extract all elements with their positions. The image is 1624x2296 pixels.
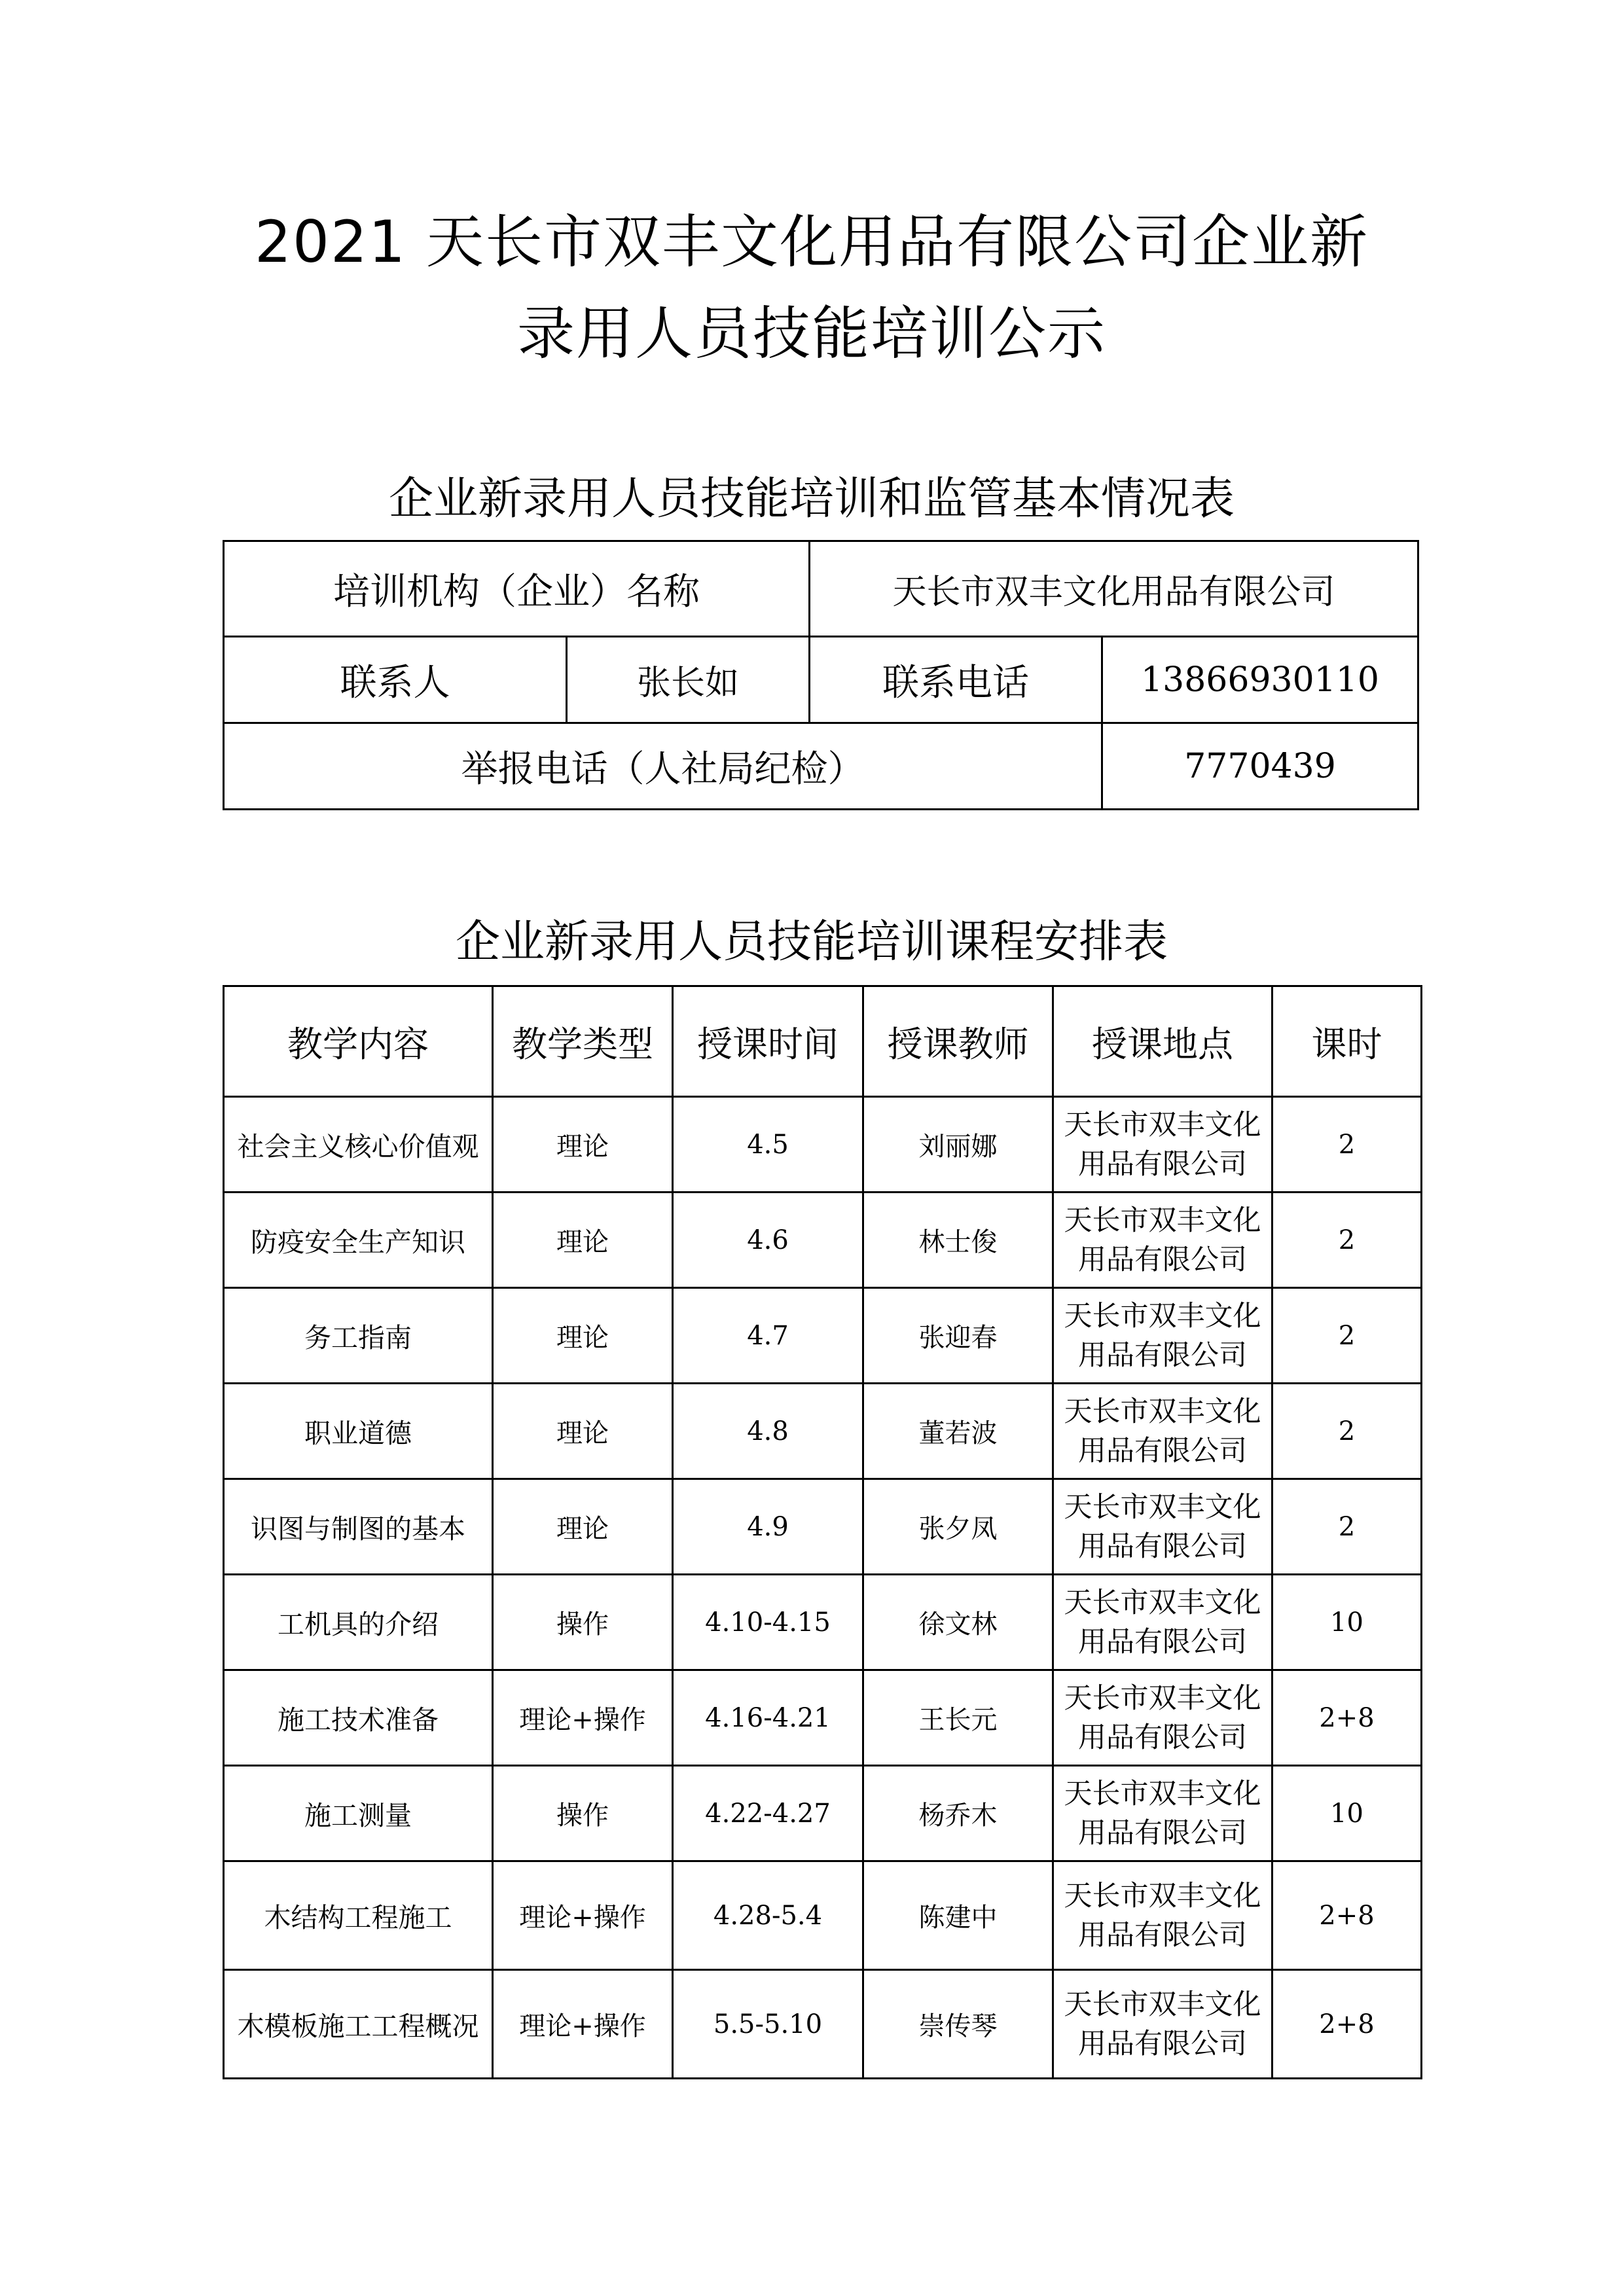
cell-content: 职业道德 <box>224 1384 493 1479</box>
cell-teacher: 陈建中 <box>863 1861 1053 1970</box>
cell-hours: 10 <box>1272 1575 1422 1670</box>
title-line-2: 录用人员技能培训公示 <box>516 300 1106 367</box>
col-header-type: 教学类型 <box>493 986 673 1097</box>
table-row <box>224 1288 1422 1384</box>
cell-time: 4.9 <box>673 1479 863 1575</box>
report-row <box>224 723 1418 810</box>
cell-time: 5.5-5.10 <box>673 1970 863 2079</box>
report-value: 7770439 <box>1102 723 1418 810</box>
title-line-1: 2021 天长市双丰文化用品有限公司企业新 <box>255 208 1369 276</box>
table-row <box>224 1384 1422 1479</box>
cell-location: 天长市双丰文化用品有限公司 <box>1053 1575 1272 1670</box>
table-row <box>224 1766 1422 1861</box>
cell-teacher: 王长元 <box>863 1670 1053 1766</box>
cell-type: 理论 <box>493 1479 673 1575</box>
cell-type: 理论+操作 <box>493 1970 673 2079</box>
phone-label: 联系电话 <box>810 637 1102 723</box>
cell-hours: 10 <box>1272 1766 1422 1861</box>
cell-content: 工机具的介绍 <box>224 1575 493 1670</box>
cell-type: 理论+操作 <box>493 1670 673 1766</box>
cell-location: 天长市双丰文化用品有限公司 <box>1053 1193 1272 1288</box>
schedule-table <box>223 985 1422 2079</box>
cell-location: 天长市双丰文化用品有限公司 <box>1053 1097 1272 1193</box>
col-header-content: 教学内容 <box>224 986 493 1097</box>
table-row <box>224 1193 1422 1288</box>
cell-content: 施工技术准备 <box>224 1670 493 1766</box>
cell-type: 理论 <box>493 1097 673 1193</box>
cell-hours: 2+8 <box>1272 1670 1422 1766</box>
table-row <box>224 1479 1422 1575</box>
cell-teacher: 董若波 <box>863 1384 1053 1479</box>
cell-location: 天长市双丰文化用品有限公司 <box>1053 1861 1272 1970</box>
org-value: 天长市双丰文化用品有限公司 <box>810 541 1418 637</box>
org-row <box>224 541 1418 637</box>
cell-hours: 2 <box>1272 1384 1422 1479</box>
cell-hours: 2+8 <box>1272 1970 1422 2079</box>
phone-value: 13866930110 <box>1102 637 1418 723</box>
cell-teacher: 林士俊 <box>863 1193 1053 1288</box>
table-row <box>224 1575 1422 1670</box>
cell-location: 天长市双丰文化用品有限公司 <box>1053 1384 1272 1479</box>
cell-location: 天长市双丰文化用品有限公司 <box>1053 1288 1272 1384</box>
cell-location: 天长市双丰文化用品有限公司 <box>1053 1766 1272 1861</box>
cell-time: 4.5 <box>673 1097 863 1193</box>
cell-teacher: 刘丽娜 <box>863 1097 1053 1193</box>
cell-content: 木结构工程施工 <box>224 1861 493 1970</box>
basic-table-heading: 企业新录用人员技能培训和监管基本情况表 <box>388 473 1235 525</box>
cell-type: 操作 <box>493 1766 673 1861</box>
table-row <box>224 1097 1422 1193</box>
cell-time: 4.7 <box>673 1288 863 1384</box>
cell-content: 社会主义核心价值观 <box>224 1097 493 1193</box>
cell-location: 天长市双丰文化用品有限公司 <box>1053 1479 1272 1575</box>
basic-info-table <box>223 540 1419 810</box>
col-header-hours: 课时 <box>1272 986 1422 1097</box>
table-row <box>224 1970 1422 2079</box>
schedule-table-heading: 企业新录用人员技能培训课程安排表 <box>455 916 1168 968</box>
document-title <box>223 196 1401 380</box>
cell-time: 4.28-5.4 <box>673 1861 863 1970</box>
cell-content: 木模板施工工程概况 <box>224 1970 493 2079</box>
col-header-teacher: 授课教师 <box>863 986 1053 1097</box>
cell-content: 防疫安全生产知识 <box>224 1193 493 1288</box>
contact-value: 张长如 <box>567 637 810 723</box>
col-header-time: 授课时间 <box>673 986 863 1097</box>
cell-teacher: 崇传琴 <box>863 1970 1053 2079</box>
cell-location: 天长市双丰文化用品有限公司 <box>1053 1970 1272 2079</box>
org-label: 培训机构（企业）名称 <box>224 541 810 637</box>
cell-hours: 2 <box>1272 1193 1422 1288</box>
cell-teacher: 张迎春 <box>863 1288 1053 1384</box>
table-row <box>224 1861 1422 1970</box>
cell-type: 理论 <box>493 1384 673 1479</box>
cell-time: 4.8 <box>673 1384 863 1479</box>
report-label: 举报电话（人社局纪检） <box>224 723 1102 810</box>
col-header-location: 授课地点 <box>1053 986 1272 1097</box>
cell-type: 理论 <box>493 1193 673 1288</box>
cell-hours: 2 <box>1272 1288 1422 1384</box>
contact-row <box>224 637 1418 723</box>
cell-time: 4.10-4.15 <box>673 1575 863 1670</box>
cell-time: 4.22-4.27 <box>673 1766 863 1861</box>
cell-content: 施工测量 <box>224 1766 493 1861</box>
cell-teacher: 杨乔木 <box>863 1766 1053 1861</box>
cell-hours: 2 <box>1272 1097 1422 1193</box>
cell-teacher: 徐文林 <box>863 1575 1053 1670</box>
cell-type: 理论 <box>493 1288 673 1384</box>
cell-type: 理论+操作 <box>493 1861 673 1970</box>
cell-type: 操作 <box>493 1575 673 1670</box>
cell-time: 4.16-4.21 <box>673 1670 863 1766</box>
cell-time: 4.6 <box>673 1193 863 1288</box>
cell-hours: 2 <box>1272 1479 1422 1575</box>
cell-content: 识图与制图的基本 <box>224 1479 493 1575</box>
cell-hours: 2+8 <box>1272 1861 1422 1970</box>
cell-content: 务工指南 <box>224 1288 493 1384</box>
cell-location: 天长市双丰文化用品有限公司 <box>1053 1670 1272 1766</box>
table-row <box>224 1670 1422 1766</box>
cell-teacher: 张夕凤 <box>863 1479 1053 1575</box>
contact-label: 联系人 <box>224 637 567 723</box>
schedule-header-row <box>224 986 1422 1097</box>
